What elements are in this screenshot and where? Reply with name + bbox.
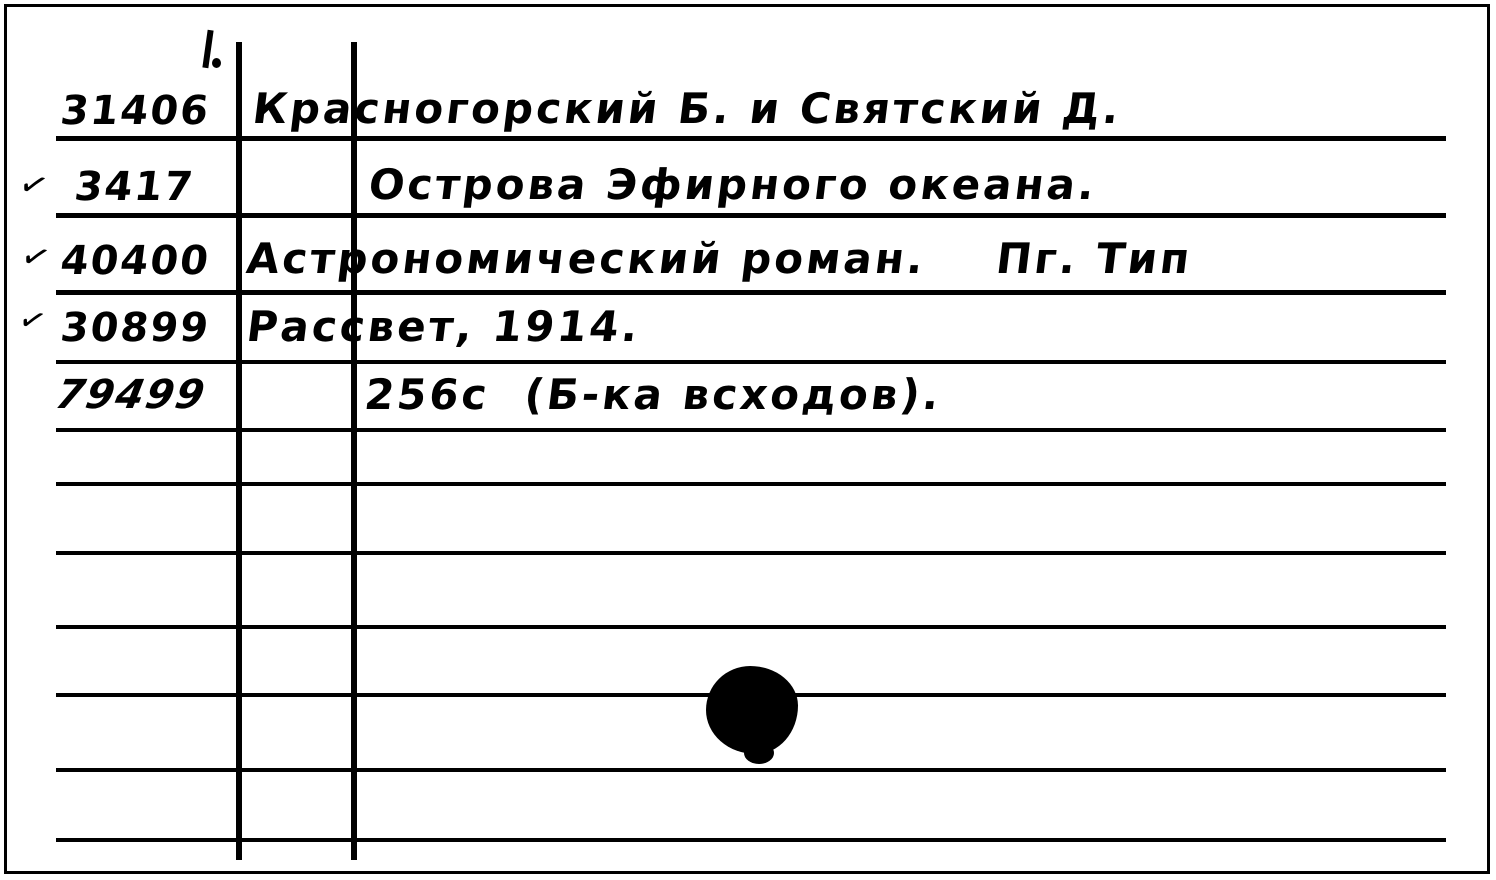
check-mark: ✓: [14, 297, 53, 343]
ruled-line: [56, 290, 1446, 295]
column-rule-left: [236, 42, 242, 860]
ruled-line: [56, 428, 1446, 432]
ruled-line: [56, 838, 1446, 842]
entry-line-authors: Красногорский Б. и Святский Д.: [250, 84, 1125, 133]
check-mark: ✓: [16, 233, 57, 282]
stray-ink-dot: [212, 58, 221, 68]
ruled-line: [56, 136, 1446, 141]
accession-number: 3417: [72, 164, 197, 210]
ruled-line: [56, 360, 1446, 364]
ruled-line: [56, 551, 1446, 555]
accession-number: 31406: [58, 88, 213, 134]
ruled-line: [56, 768, 1446, 772]
ruled-line: [56, 625, 1446, 629]
ruled-line: [56, 213, 1446, 218]
ruled-line: [56, 482, 1446, 486]
accession-number: 40400: [58, 238, 213, 284]
entry-line-pages-series: 256с (Б-ка всходов).: [362, 370, 945, 419]
entry-line-publisher-year: Рассвет, 1914.: [244, 302, 644, 351]
entry-line-title: Острова Эфирного океана.: [366, 160, 1101, 209]
entry-line-subtitle-imprint: Астрономический роман. Пг. Тип: [244, 234, 1196, 283]
accession-number: 30899: [58, 305, 213, 351]
ink-blot: [706, 666, 798, 754]
ink-blot-tail: [744, 742, 774, 764]
check-mark: ✓: [14, 161, 55, 210]
column-rule-right: [351, 42, 357, 860]
accession-number: 79499: [52, 372, 211, 418]
